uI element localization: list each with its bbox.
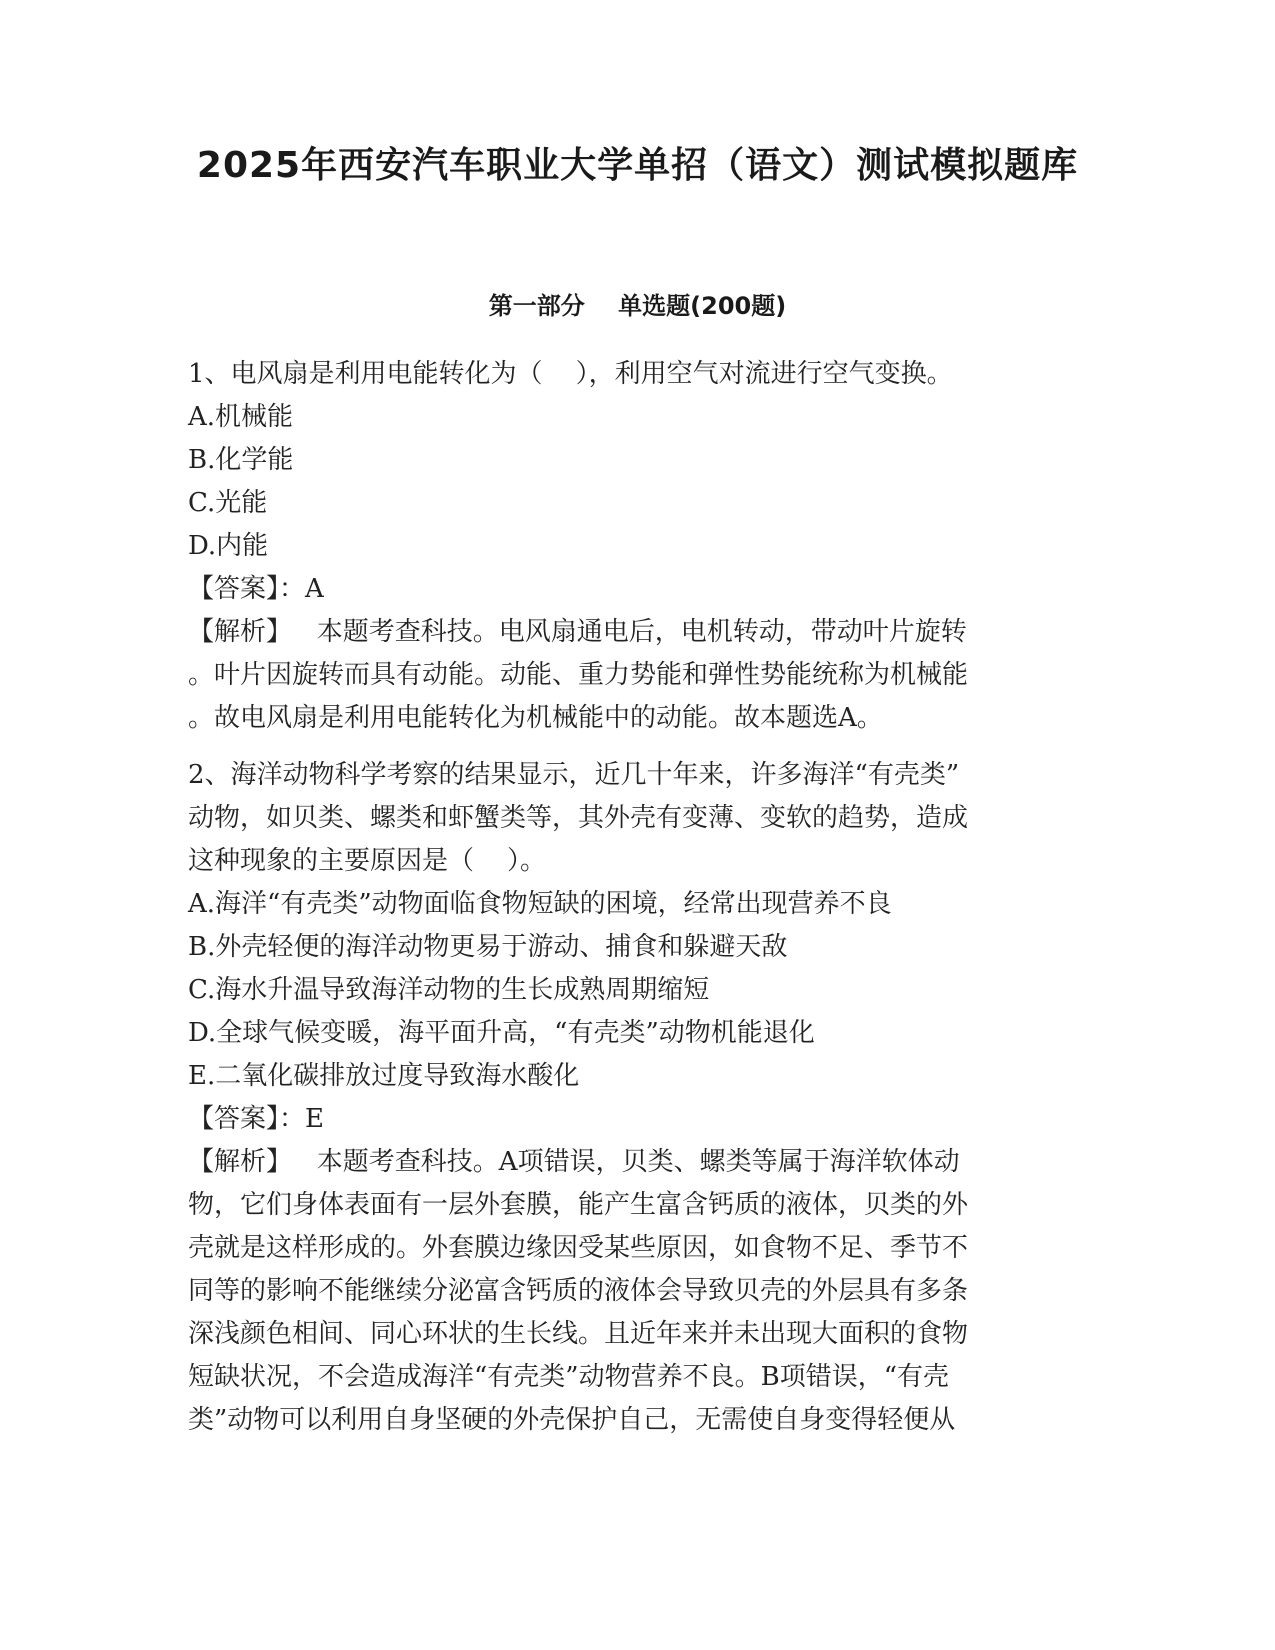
question-2 bbox=[188, 754, 1078, 1442]
page-title: 2025年西安汽车职业大学单招（语文）测试模拟题库 bbox=[196, 145, 1079, 186]
analysis-line: 。叶片因旋转而具有动能。动能、重力势能和弹性势能统称为机械能 bbox=[188, 660, 969, 690]
analysis-line: 类”动物可以利用自身坚硬的外壳保护自己，无需使自身变得轻便从 bbox=[188, 1405, 956, 1435]
option-d: D.内能 bbox=[188, 531, 269, 561]
question-1 bbox=[188, 353, 1078, 740]
section-heading: 第一部分 单选题(200题) bbox=[488, 292, 787, 320]
answer-line: 【答案】：A bbox=[188, 574, 324, 604]
question-stem: 动物，如贝类、螺类和虾蟹类等，其外壳有变薄、变软的趋势，造成 bbox=[188, 803, 969, 833]
option-d: D.全球气候变暖，海平面升高，“有壳类”动物机能退化 bbox=[188, 1018, 815, 1048]
option-e: E.二氧化碳排放过度导致海水酸化 bbox=[188, 1061, 580, 1091]
option-a: A.海洋“有壳类”动物面临食物短缺的困境，经常出现营养不良 bbox=[188, 889, 892, 919]
analysis-line: 深浅颜色相间、同心环状的生长线。且近年来并未出现大面积的食物 bbox=[188, 1319, 969, 1349]
question-gap bbox=[188, 740, 1078, 754]
analysis-line: 。故电风扇是利用电能转化为机械能中的动能。故本题选A。 bbox=[188, 703, 883, 733]
analysis-line: 短缺状况，不会造成海洋“有壳类”动物营养不良。B项错误，“有壳 bbox=[188, 1362, 949, 1392]
analysis-line: 物，它们身体表面有一层外套膜，能产生富含钙质的液体，贝类的外 bbox=[188, 1190, 969, 1220]
answer-line: 【答案】：E bbox=[188, 1104, 324, 1134]
question-stem: 这种现象的主要原因是（ ）。 bbox=[188, 846, 547, 876]
option-c: C.海水升温导致海洋动物的生长成熟周期缩短 bbox=[188, 975, 710, 1005]
analysis-line: 【解析】 本题考查科技。电风扇通电后，电机转动，带动叶片旋转 bbox=[188, 617, 967, 647]
option-c: C.光能 bbox=[188, 488, 268, 518]
analysis-line: 同等的影响不能继续分泌富含钙质的液体会导致贝壳的外层具有多条 bbox=[188, 1276, 969, 1306]
option-b: B.化学能 bbox=[188, 445, 294, 475]
option-b: B.外壳轻便的海洋动物更易于游动、捕食和躲避天敌 bbox=[188, 932, 788, 962]
question-stem: 2、海洋动物科学考察的结果显示，近几十年来，许多海洋“有壳类” bbox=[188, 760, 960, 790]
question-stem: 1、电风扇是利用电能转化为（ ），利用空气对流进行空气变换。 bbox=[188, 359, 953, 389]
option-a: A.机械能 bbox=[188, 402, 294, 432]
analysis-line: 【解析】 本题考查科技。A项错误，贝类、螺类等属于海洋软体动 bbox=[188, 1147, 960, 1177]
analysis-line: 壳就是这样形成的。外套膜边缘因受某些原因，如食物不足、季节不 bbox=[188, 1233, 969, 1263]
document-body bbox=[188, 353, 1078, 1442]
